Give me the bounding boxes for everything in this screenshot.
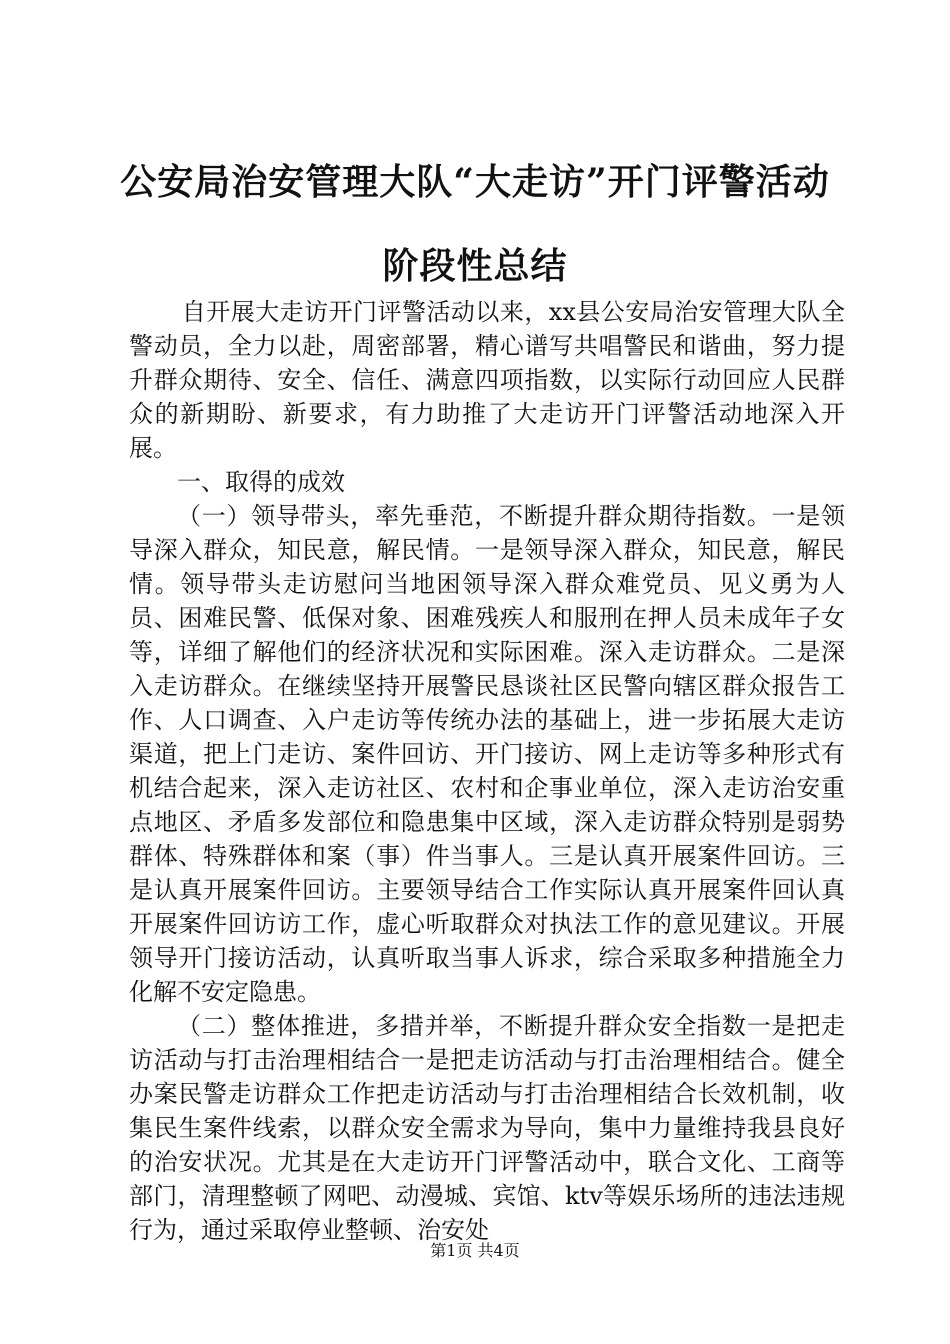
intro-paragraph: 自开展大走访开门评警活动以来，xx县公安局治安管理大队全警动员，全力以赴，周密部署，精心谱写共唱警民和谐曲，努力提升群众期待、安全、信任、满意四项指数，以实际行动回应人民群众的新期盼、新要求，有力助推了大走访开门评警活动地深入开展。	[129, 298, 845, 462]
body-paragraph: （二）整体推进，多措并举，不断提升群众安全指数一是把走访活动与打击治理相结合一是把走访活动与打击治理相结合。健全办案民警走访群众工作把走访活动与打击治理相结合长效机制，收集民生案件线索，以群众安全需求为导向，集中力量维持我县良好的治安状况。尤其是在大走访开门评警活动中，联合文化、工商等部门，清理整顿了网吧、动漫城、宾馆、ktv等娱乐场所的违法违规行为，通过采取停业整顿、治安处	[129, 1012, 845, 1244]
document-title-line1: 公安局治安管理大队“大走访”开门评警活动	[120, 161, 830, 203]
section-heading: 一、取得的成效	[177, 468, 345, 496]
body-paragraph: （一）领导带头，率先垂范，不断提升群众期待指数。一是领导深入群众，知民意，解民情。一是领导深入群众，知民意，解民情。领导带头走访慰问当地困领导深入群众难党员、见义勇为人员、困难民警、低保对象、困难残疾人和服刑在押人员未成年子女等，详细了解他们的经济状况和实际困难。深入走访群众。二是深入走访群众。在继续坚持开展警民恳谈社区民警向辖区群众报告工作、人口调查、入户走访等传统办法的基础上，进一步拓展大走访渠道，把上门走访、案件回访、开门接访、网上走访等多种形式有机结合起来，深入走访社区、农村和企事业单位，深入走访治安重点地区、矛盾多发部位和隐患集中区域，深入走访群众特别是弱势群体、特殊群体和案（事）件当事人。三是认真开展案件回访。三是认真开展案件回访。主要领导结合工作实际认真开展案件回认真开展案件回访访工作，虚心听取群众对执法工作的意见建议。开展领导开门接访活动，认真听取当事人诉求，综合采取多种措施全力化解不安定隐患。	[129, 502, 845, 1006]
document-title-line2: 阶段性总结	[382, 245, 568, 287]
page-footer: 第1页 共4页	[430, 1241, 520, 1260]
document-body	[129, 295, 845, 1247]
